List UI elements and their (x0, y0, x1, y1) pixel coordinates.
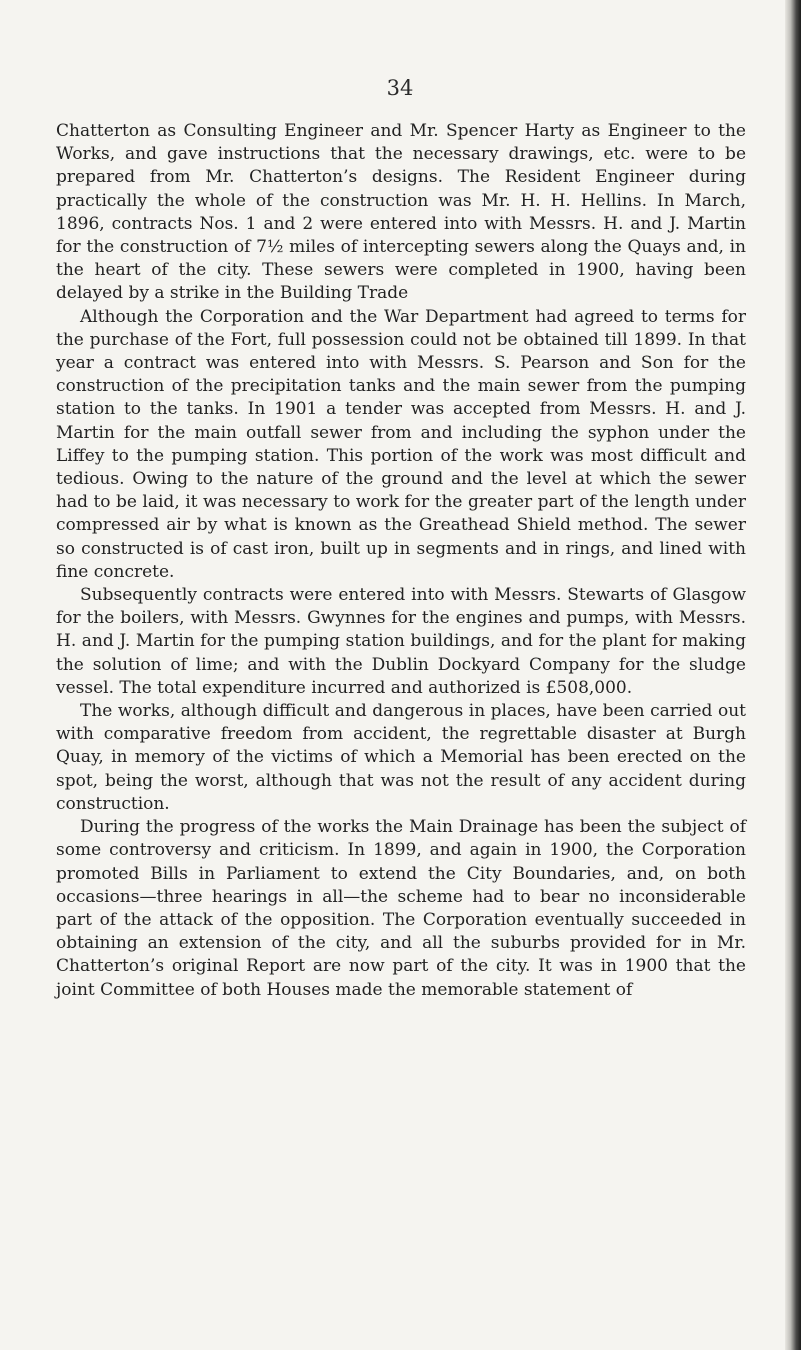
page-binding-shadow (785, 0, 801, 1350)
page-number: 34 (386, 76, 414, 100)
paragraph-subsequent-contracts: Subsequently contracts were entered into with Messrs. Stewarts of Glasgow for the boilers, with Messrs. Gwynnes for the engines and pumps, with Messrs. H. and J. Martin for the pumping station buildings, and for the plant for making the solution of lime; and with the Dublin Dockyard Company for the sludge vessel. The total expenditure incurred and authorized is £508,000. (56, 585, 746, 698)
paragraph-controversy: During the progress of the works the Main Drainage has been the subject of some controversy and criticism. In 1899, and again in 1900, the Corporation promoted Bills in Parliament to extend the City Boundaries, and, on both occasions—three hearings in all—the scheme had to bear no inconsiderable part of the attack of the opposition. The Corporation eventually succeeded in obtaining an extension of the city, and all the suburbs provided for in Mr. Chatterton’s original Report are now part of the city. It was in 1900 that the joint Committee of both Houses made the memorable statement of (56, 817, 746, 1000)
paragraph-continued: Chatterton as Consulting Engineer and Mr. Spencer Harty as Engineer to the Works, and gave instructions that the necessary drawings, etc. were to be prepared from Mr. Chatterton’s designs. The Resident Engineer during practically the whole of the construction was Mr. H. H. Hellins. In March, 1896, contracts Nos. 1 and 2 were entered into with Messrs. H. and J. Martin for the construction of 7½ miles of intercepting sewers along the Quays and, in the heart of the city. These sewers were completed in 1900, having been delayed by a strike in the Building Trade (56, 121, 746, 304)
paragraph-war-department: Although the Corporation and the War Department had agreed to terms for the purchase of the Fort, full possession could not be obtained till 1899. In that year a contract was entered into with Messrs. S. Pearson and Son for the construction of the precipitation tanks and the main sewer from the pumping station to the tanks. In 1901 a tender was accepted from Messrs. H. and J. Martin for the main outfall sewer from and including the syphon under the Liffey to the pumping station. This portion of the work was most difficult and tedious. Owing to the nature of the ground and the level at which the sewer had to be laid, it was necessary to work for the greater part of the length under compressed air by what is known as the Greathead Shield method. The sewer so constructed is of cast iron, built up in segments and in rings, and lined with fine concrete. (56, 306, 746, 582)
paragraph-works-accident: The works, although difficult and dangerous in places, have been carried out with comparative freedom from accident, the regrettable disaster at Burgh Quay, in memory of the victims of which a Memorial has been erected on the spot, being the worst, although that was not the result of any accident during construction. (56, 701, 746, 814)
body-text (56, 120, 746, 1002)
